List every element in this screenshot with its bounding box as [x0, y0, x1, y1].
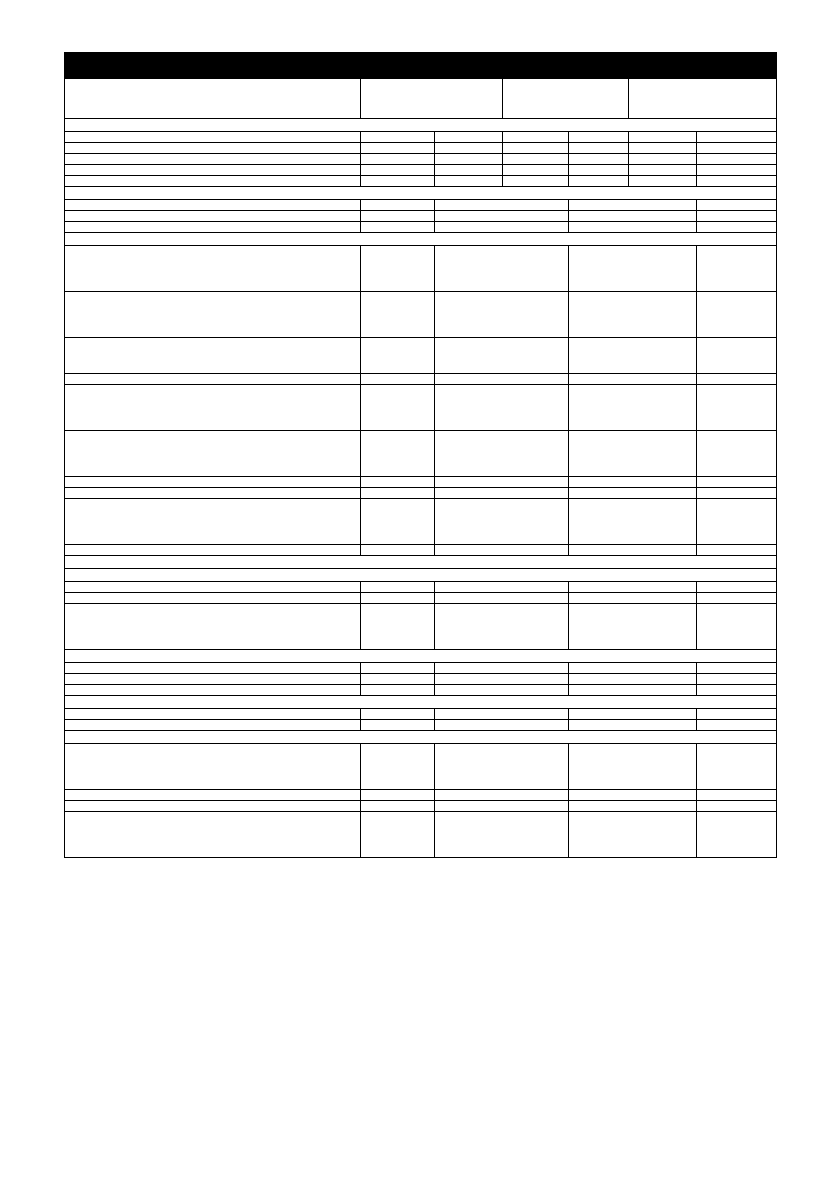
- row-cell: [435, 385, 569, 431]
- row-cell: [697, 143, 777, 154]
- row-cell: [435, 477, 569, 488]
- row-label: [65, 593, 361, 604]
- section-spacer-row: [65, 569, 777, 582]
- row-cell: [435, 582, 569, 593]
- row-cell: [361, 222, 435, 233]
- row-cell: [361, 200, 435, 211]
- row-cell: [503, 176, 569, 187]
- row-cell: [569, 582, 697, 593]
- section-header-row: [65, 731, 777, 744]
- row-cell: [435, 709, 569, 720]
- section-title: [65, 556, 777, 569]
- section-title: [65, 119, 777, 132]
- row-cell: [361, 812, 435, 858]
- row-cell: [569, 663, 697, 674]
- row-cell: [569, 477, 697, 488]
- row-cell: [697, 720, 777, 731]
- row-cell: [361, 801, 435, 812]
- row-cell: [435, 154, 503, 165]
- row-cell: [435, 720, 569, 731]
- row-cell: [361, 604, 435, 650]
- row-cell: [435, 211, 569, 222]
- row-cell: [697, 385, 777, 431]
- table-row: [65, 582, 777, 593]
- row-cell: [697, 477, 777, 488]
- section-header-row: [65, 650, 777, 663]
- section-header-row: [65, 119, 777, 132]
- row-cell: [435, 222, 569, 233]
- table-row: [65, 790, 777, 801]
- row-cell: [435, 338, 569, 374]
- row-label: [65, 176, 361, 187]
- row-label: [65, 685, 361, 696]
- table-row: [65, 143, 777, 154]
- table-row: [65, 685, 777, 696]
- row-label: [65, 165, 361, 176]
- row-cell: [569, 154, 629, 165]
- row-cell: [435, 593, 569, 604]
- table-row: [65, 593, 777, 604]
- row-cell: [435, 604, 569, 650]
- row-cell: [697, 744, 777, 790]
- row-cell: [361, 338, 435, 374]
- row-cell: [361, 176, 435, 187]
- row-cell: [629, 154, 697, 165]
- row-cell: [697, 674, 777, 685]
- row-cell: [361, 663, 435, 674]
- row-cell: [435, 165, 503, 176]
- row-cell: [361, 582, 435, 593]
- row-cell: [361, 374, 435, 385]
- table-row: [65, 211, 777, 222]
- row-cell: [435, 143, 503, 154]
- row-cell: [697, 222, 777, 233]
- row-cell: [697, 292, 777, 338]
- row-cell: [629, 176, 697, 187]
- table-row: [65, 385, 777, 431]
- row-cell: [435, 674, 569, 685]
- table-header-row: [65, 79, 777, 119]
- section-header-row: [65, 233, 777, 246]
- row-label: [65, 790, 361, 801]
- row-label: [65, 582, 361, 593]
- row-label: [65, 431, 361, 477]
- row-cell: [569, 744, 697, 790]
- row-cell: [361, 246, 435, 292]
- row-cell: [435, 176, 503, 187]
- row-cell: [697, 431, 777, 477]
- table-row: [65, 132, 777, 143]
- table-row: [65, 709, 777, 720]
- row-cell: [435, 246, 569, 292]
- table-row: [65, 292, 777, 338]
- row-cell: [569, 292, 697, 338]
- section-title: [65, 696, 777, 709]
- row-cell: [435, 132, 503, 143]
- table-row: [65, 200, 777, 211]
- row-cell: [697, 604, 777, 650]
- row-cell: [435, 200, 569, 211]
- table-body: [65, 53, 777, 858]
- row-label: [65, 374, 361, 385]
- row-cell: [569, 222, 697, 233]
- row-label: [65, 801, 361, 812]
- row-label: [65, 211, 361, 222]
- table-row: [65, 663, 777, 674]
- row-cell: [569, 165, 629, 176]
- table-title-row: [65, 53, 777, 79]
- row-cell: [697, 211, 777, 222]
- row-cell: [361, 790, 435, 801]
- row-cell: [435, 801, 569, 812]
- row-label: [65, 154, 361, 165]
- row-cell: [629, 143, 697, 154]
- section-title: [65, 187, 777, 200]
- row-cell: [569, 200, 697, 211]
- table-row: [65, 801, 777, 812]
- row-cell: [569, 790, 697, 801]
- row-cell: [435, 374, 569, 385]
- row-cell: [503, 154, 569, 165]
- table-row: [65, 744, 777, 790]
- header-label-column: [65, 79, 361, 119]
- row-cell: [569, 593, 697, 604]
- row-label: [65, 292, 361, 338]
- section-spacer: [65, 569, 777, 582]
- row-cell: [629, 132, 697, 143]
- row-cell: [435, 545, 569, 556]
- row-cell: [697, 246, 777, 292]
- row-label: [65, 246, 361, 292]
- row-cell: [435, 292, 569, 338]
- row-label: [65, 385, 361, 431]
- table-row: [65, 720, 777, 731]
- header-col-1: [361, 79, 503, 119]
- row-cell: [697, 154, 777, 165]
- table-title: [65, 53, 777, 79]
- row-cell: [569, 488, 697, 499]
- row-cell: [361, 431, 435, 477]
- row-cell: [361, 499, 435, 545]
- row-cell: [569, 143, 629, 154]
- row-cell: [569, 545, 697, 556]
- row-cell: [569, 246, 697, 292]
- row-label: [65, 604, 361, 650]
- row-cell: [697, 582, 777, 593]
- row-label: [65, 720, 361, 731]
- row-cell: [697, 685, 777, 696]
- row-cell: [697, 812, 777, 858]
- row-cell: [435, 663, 569, 674]
- header-col-2: [503, 79, 629, 119]
- row-label: [65, 477, 361, 488]
- table-row: [65, 488, 777, 499]
- row-cell: [361, 744, 435, 790]
- row-cell: [435, 744, 569, 790]
- row-cell: [569, 709, 697, 720]
- row-cell: [569, 685, 697, 696]
- section-header-row: [65, 556, 777, 569]
- row-cell: [697, 176, 777, 187]
- table-row: [65, 154, 777, 165]
- row-label: [65, 744, 361, 790]
- row-cell: [697, 488, 777, 499]
- table-row: [65, 812, 777, 858]
- row-cell: [697, 663, 777, 674]
- row-cell: [435, 790, 569, 801]
- row-cell: [569, 385, 697, 431]
- row-label: [65, 663, 361, 674]
- row-label: [65, 143, 361, 154]
- row-cell: [503, 165, 569, 176]
- row-cell: [569, 374, 697, 385]
- row-cell: [697, 200, 777, 211]
- row-cell: [435, 812, 569, 858]
- row-cell: [697, 165, 777, 176]
- row-cell: [361, 154, 435, 165]
- row-cell: [361, 720, 435, 731]
- row-cell: [361, 545, 435, 556]
- row-cell: [361, 165, 435, 176]
- table-row: [65, 674, 777, 685]
- row-cell: [361, 211, 435, 222]
- table-row: [65, 176, 777, 187]
- row-label: [65, 709, 361, 720]
- row-cell: [569, 211, 697, 222]
- row-cell: [697, 593, 777, 604]
- row-cell: [361, 685, 435, 696]
- row-label: [65, 132, 361, 143]
- row-cell: [697, 709, 777, 720]
- row-cell: [361, 143, 435, 154]
- row-cell: [629, 165, 697, 176]
- table-row: [65, 222, 777, 233]
- row-label: [65, 674, 361, 685]
- row-cell: [361, 132, 435, 143]
- row-cell: [697, 499, 777, 545]
- row-cell: [697, 132, 777, 143]
- table-row: [65, 374, 777, 385]
- row-cell: [435, 431, 569, 477]
- row-cell: [361, 709, 435, 720]
- section-header-row: [65, 187, 777, 200]
- row-label: [65, 488, 361, 499]
- row-cell: [569, 132, 629, 143]
- row-cell: [361, 477, 435, 488]
- row-cell: [697, 790, 777, 801]
- table-row: [65, 338, 777, 374]
- row-cell: [697, 545, 777, 556]
- row-cell: [569, 812, 697, 858]
- row-cell: [569, 499, 697, 545]
- section-title: [65, 731, 777, 744]
- row-cell: [569, 431, 697, 477]
- section-header-row: [65, 696, 777, 709]
- row-cell: [503, 132, 569, 143]
- row-cell: [435, 488, 569, 499]
- row-cell: [435, 499, 569, 545]
- row-cell: [361, 488, 435, 499]
- table-row: [65, 477, 777, 488]
- row-cell: [569, 176, 629, 187]
- table-row: [65, 246, 777, 292]
- table-row: [65, 499, 777, 545]
- row-label: [65, 545, 361, 556]
- row-cell: [569, 674, 697, 685]
- row-label: [65, 222, 361, 233]
- data-table: [64, 52, 777, 858]
- row-cell: [569, 338, 697, 374]
- section-title: [65, 650, 777, 663]
- row-cell: [503, 143, 569, 154]
- row-cell: [361, 593, 435, 604]
- row-label: [65, 338, 361, 374]
- row-cell: [697, 374, 777, 385]
- row-cell: [435, 685, 569, 696]
- table-row: [65, 431, 777, 477]
- header-col-3: [629, 79, 777, 119]
- row-cell: [361, 674, 435, 685]
- row-label: [65, 200, 361, 211]
- row-cell: [361, 385, 435, 431]
- row-cell: [361, 292, 435, 338]
- row-label: [65, 499, 361, 545]
- row-cell: [697, 338, 777, 374]
- table-row: [65, 545, 777, 556]
- table-row: [65, 165, 777, 176]
- table-row: [65, 604, 777, 650]
- row-cell: [697, 801, 777, 812]
- row-cell: [569, 604, 697, 650]
- row-cell: [569, 801, 697, 812]
- row-label: [65, 812, 361, 858]
- row-cell: [569, 720, 697, 731]
- section-title: [65, 233, 777, 246]
